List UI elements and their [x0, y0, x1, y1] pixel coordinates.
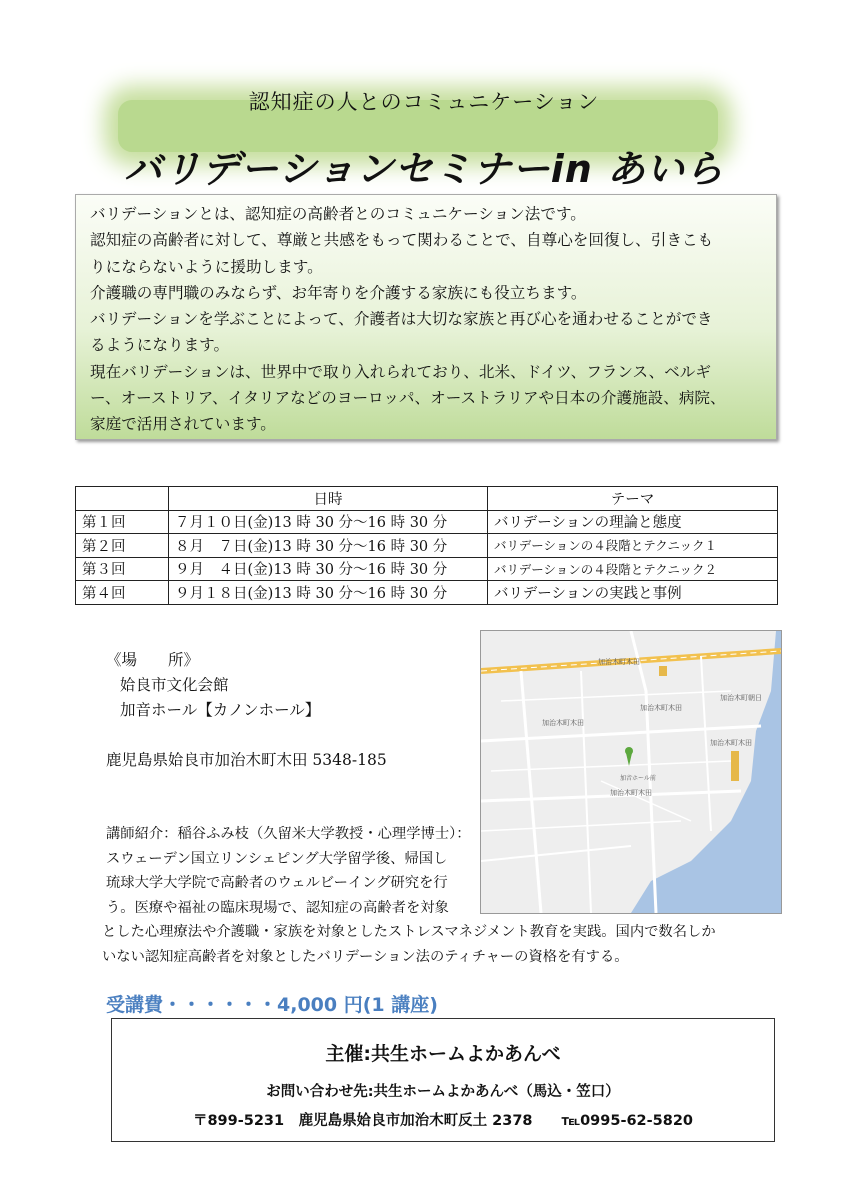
lecturer-line: 講師紹介：稲谷ふみ枝（久留米大学教授・心理学博士）：: [106, 826, 471, 842]
table-row: [76, 534, 778, 558]
intro-line: るようになります。: [90, 336, 230, 355]
session-cell: 第１回: [76, 510, 169, 534]
header-cell-datetime: 日時: [169, 487, 488, 511]
datetime-cell: ８月 ７日(金)13 時 30 分～16 時 30 分: [169, 534, 488, 558]
theme-cell: バリデーションの理論と態度: [488, 510, 778, 534]
header-cell-session: [76, 487, 169, 511]
header-cell-theme: テーマ: [488, 487, 778, 511]
intro-box: [75, 194, 777, 440]
lecturer-line: う。医療や福祉の臨床現場で、認知症の高齢者を対象: [106, 899, 449, 916]
table-row: [76, 510, 778, 534]
lecturer-line: スウェーデン国立リンシェピング大学留学後、帰国し: [106, 850, 448, 867]
session-cell: 第３回: [76, 557, 169, 581]
theme-cell: バリデーションの４段階とテクニック２: [488, 557, 778, 581]
venue-address: 鹿児島県姶良市加治木町木田 5348-185: [106, 751, 387, 769]
map-label: 加治木町木田: [640, 704, 682, 712]
table-row: [76, 581, 778, 605]
session-cell: 第２回: [76, 534, 169, 558]
intro-line: 介護職の専門職のみならず、お年寄りを介護する家族にも役立ちます。: [90, 283, 587, 302]
venue-block: [106, 648, 320, 723]
lecturer-bio: [102, 822, 758, 970]
lecturer-line: 琉球大学大学院で高齢者のウェルビーイング研究を行: [106, 875, 448, 892]
intro-line: りにならないように援助します。: [90, 257, 323, 276]
intro-line: バリデーションを学ぶことによって、介護者は大切な家族と再び心を通わせることができ: [90, 310, 713, 329]
datetime-cell: ９月１８日(金)13 時 30 分～16 時 30 分: [169, 581, 488, 605]
organizer-address: 〒899-5231 鹿児島県姶良市加治木町反土 2378 ℡0995-62-5820: [192, 1113, 694, 1129]
venue-hall: 加音ホール【カノンホール】: [120, 701, 321, 719]
schedule-table: [75, 486, 778, 605]
fee-label: 受講費・・・・・・4,000 円(1 講座): [106, 994, 438, 1016]
intro-line: バリデーションとは、認知症の高齢者とのコミュニケーション法です。: [90, 205, 586, 223]
organizer-contact: お問い合わせ先:共生ホームよかあんべ（馬込・笠口）: [266, 1084, 620, 1100]
intro-line: 認知症の高齢者に対して、尊厳と共感をもって関わることで、自尊心を回復し、引きこも: [90, 231, 714, 250]
theme-cell: バリデーションの４段階とテクニック１: [488, 534, 778, 558]
map-label: 加治木町木田: [610, 789, 652, 797]
lecturer-line: とした心理療法や介護職・家族を対象としたストレスマネジメント教育を実践。国内で数名しか: [102, 924, 716, 941]
map-label: 加治木町木田: [542, 719, 584, 727]
organizer-host: 主催:共生ホームよかあんべ: [325, 1043, 561, 1065]
page-title: バリデーションセミナーin あいら: [123, 147, 725, 191]
table-header-row: [76, 487, 778, 511]
session-cell: 第４回: [76, 581, 169, 605]
theme-cell: バリデーションの実践と事例: [488, 581, 778, 605]
intro-line: ー、オーストリア、イタリアなどのヨーロッパ、オーストラリアや日本の介護施設、病院、: [90, 389, 726, 408]
intro-line: 現在バリデーションは、世界中で取り入れられており、北米、ドイツ、フランス、ベルギ: [90, 362, 711, 381]
datetime-cell: ９月 ４日(金)13 時 30 分～16 時 30 分: [169, 557, 488, 581]
intro-line: 家庭で活用されています。: [90, 415, 276, 434]
venue-name: 姶良市文化会館: [120, 676, 229, 694]
map-label: 加治木町朝日: [720, 694, 762, 702]
map-label: 加治木町木田: [598, 658, 640, 666]
venue-heading: 《場 所》: [106, 651, 200, 669]
table-row: [76, 557, 778, 581]
organizer-box: [111, 1018, 775, 1142]
lecturer-line: いない認知症高齢者を対象としたバリデーション法のティチャーの資格を有する。: [102, 948, 629, 965]
map-label: 加治木町木田: [710, 739, 752, 747]
datetime-cell: ７月１０日(金)13 時 30 分～16 時 30 分: [169, 510, 488, 534]
page-subtitle: 認知症の人とのコミュニケーション: [248, 90, 600, 114]
map-label: 加音ホール前: [620, 775, 656, 782]
